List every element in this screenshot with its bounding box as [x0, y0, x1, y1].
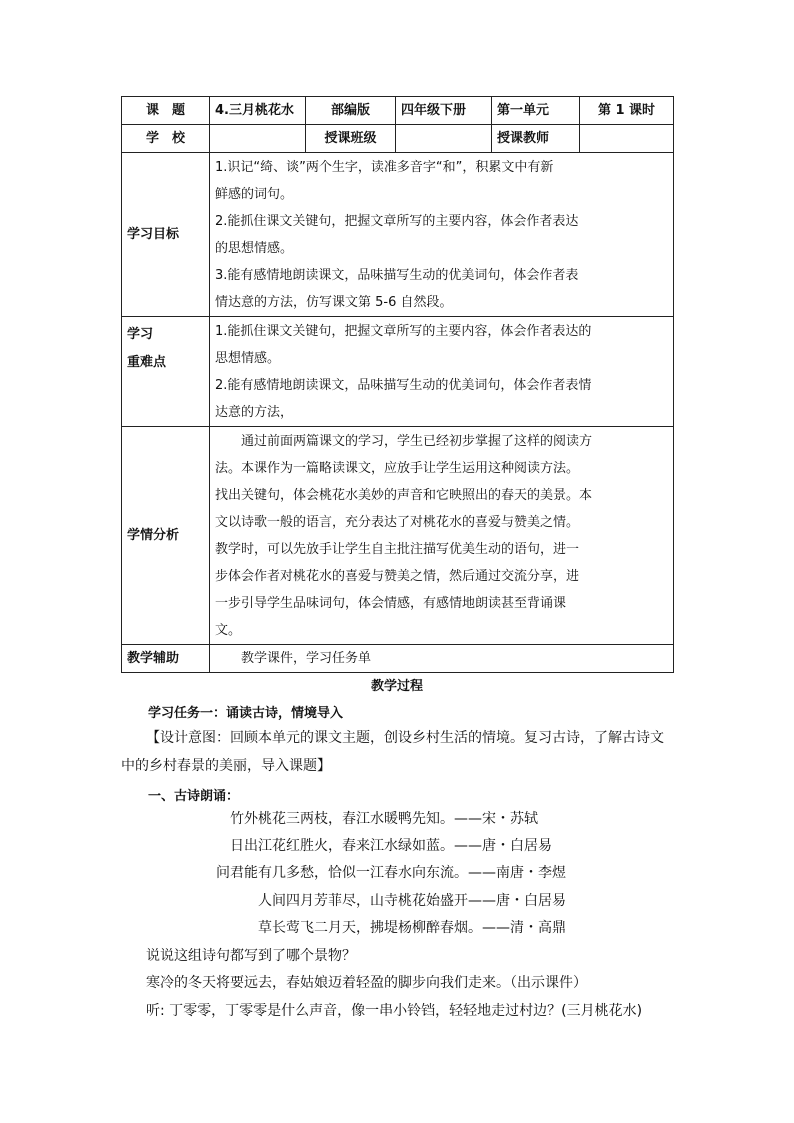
key-points-label [122, 317, 210, 427]
key-points-label-line2: 重难点 [127, 355, 167, 370]
poem-line: 草长莺飞二月天，拂堤杨柳醉春烟。——清・高鼎 [258, 920, 566, 936]
period: 第 1 课时 [580, 97, 674, 125]
key-points-line: 2.能有感情地朗读课文，品味描写生动的优美词句，体会作者表情 [215, 377, 592, 393]
goals-row [122, 153, 674, 317]
poem-line: 日出江花红胜火，春来江水绿如蓝。——唐・白居易 [230, 838, 552, 854]
poem-line: 竹外桃花三两枝，春江水暖鸭先知。——宋・苏轼 [230, 811, 538, 827]
aids-label: 教学辅助 [122, 645, 210, 673]
goals-line: 鲜感的词句。 [215, 186, 294, 202]
header-row-2 [122, 125, 674, 153]
goals-label: 学习目标 [122, 153, 210, 317]
key-points-line: 达意的方法， [215, 404, 294, 420]
analysis-content [210, 427, 674, 645]
goals-line: 的思想情感。 [215, 240, 294, 256]
poem-line: 人间四月芳菲尽，山寺桃花始盛开——唐・白居易 [258, 893, 566, 909]
analysis-line: 法。本课作为一篇略读课文，应放手让学生运用这种阅读方法。 [215, 460, 580, 476]
key-points-content [210, 317, 674, 427]
key-points-row [122, 317, 674, 427]
goals-line: 1.识记“绮、谈”两个生字，读准多音字“和”，积累文中有新 [215, 159, 554, 175]
key-points-label-line1: 学习 [127, 327, 154, 342]
key-points-line: 思想情感。 [215, 350, 281, 366]
analysis-row [122, 427, 674, 645]
school-label: 学 校 [122, 125, 210, 153]
goals-content [210, 153, 674, 317]
analysis-label: 学情分析 [122, 427, 210, 645]
topic-value: 4.三月桃花水 [210, 97, 306, 125]
teacher-value [580, 125, 674, 153]
goals-line: 2.能抓住课文关键句，把握文章所写的主要内容，体会作者表达 [215, 213, 579, 229]
unit: 第一单元 [492, 97, 580, 125]
analysis-line: 教学时，可以先放手让学生自主批注描写优美生动的语句，进一 [215, 541, 580, 557]
aids-value-text: 教学课件，学习任务单 [241, 651, 372, 666]
teacher-label: 授课教师 [492, 125, 580, 153]
topic-label: 课 题 [122, 97, 210, 125]
design-intent-line1: 【设计意图：回顾本单元的课文主题，创设乡村生活的情境。复习古诗，了解古诗文 [146, 730, 664, 746]
analysis-line: 一步引导学生品味词句，体会情感，有感情地朗读甚至背诵课 [215, 595, 567, 611]
question: 说说这组诗句都写到了哪个景物？ [146, 948, 356, 964]
analysis-line: 文以诗歌一般的语言，充分表达了对桃花水的喜爱与赞美之情。 [215, 514, 580, 530]
analysis-line: 通过前面两篇课文的学习，学生已经初步掌握了这样的阅读方 [241, 433, 593, 449]
intro-text: 寒冷的冬天将要远去，春姑娘迈着轻盈的脚步向我们走来。（出示课件） [146, 975, 587, 991]
poem-line: 问君能有几多愁，恰似一江春水向东流。——南唐・李煜 [216, 865, 566, 881]
section1-heading: 一、古诗朗诵： [148, 789, 240, 804]
goals-line: 情达意的方法，仿写课文第 5-6 自然段。 [215, 294, 453, 310]
lesson-plan-table [121, 96, 674, 673]
class-value [396, 125, 492, 153]
analysis-line: 文。 [215, 622, 242, 638]
design-intent-line2: 中的乡村春景的美丽，导入课题】 [121, 758, 331, 774]
header-row-1 [122, 97, 674, 125]
aids-value [210, 645, 674, 673]
school-value [210, 125, 306, 153]
analysis-line: 找出关键句，体会桃花水美妙的声音和它映照出的春天的美景。本 [215, 487, 593, 503]
goals-line: 3.能有感情地朗读课文，品味描写生动的优美词句，体会作者表 [215, 267, 579, 283]
process-title: 教学过程 [370, 679, 423, 694]
task1-heading: 学习任务一：诵读古诗，情境导入 [148, 706, 344, 721]
analysis-line: 步体会作者对桃花水的喜爱与赞美之情，然后通过交流分享，进 [215, 568, 580, 584]
listen-text: 听: 丁零零，丁零零是什么声音，像一串小铃铛，轻轻地走过村边？(三月桃花水) [146, 1003, 643, 1019]
aids-row [122, 645, 674, 673]
key-points-line: 1.能抓住课文关键句，把握文章所写的主要内容，体会作者表达的 [215, 323, 592, 339]
edition: 部编版 [306, 97, 396, 125]
class-label: 授课班级 [306, 125, 396, 153]
grade: 四年级下册 [396, 97, 492, 125]
